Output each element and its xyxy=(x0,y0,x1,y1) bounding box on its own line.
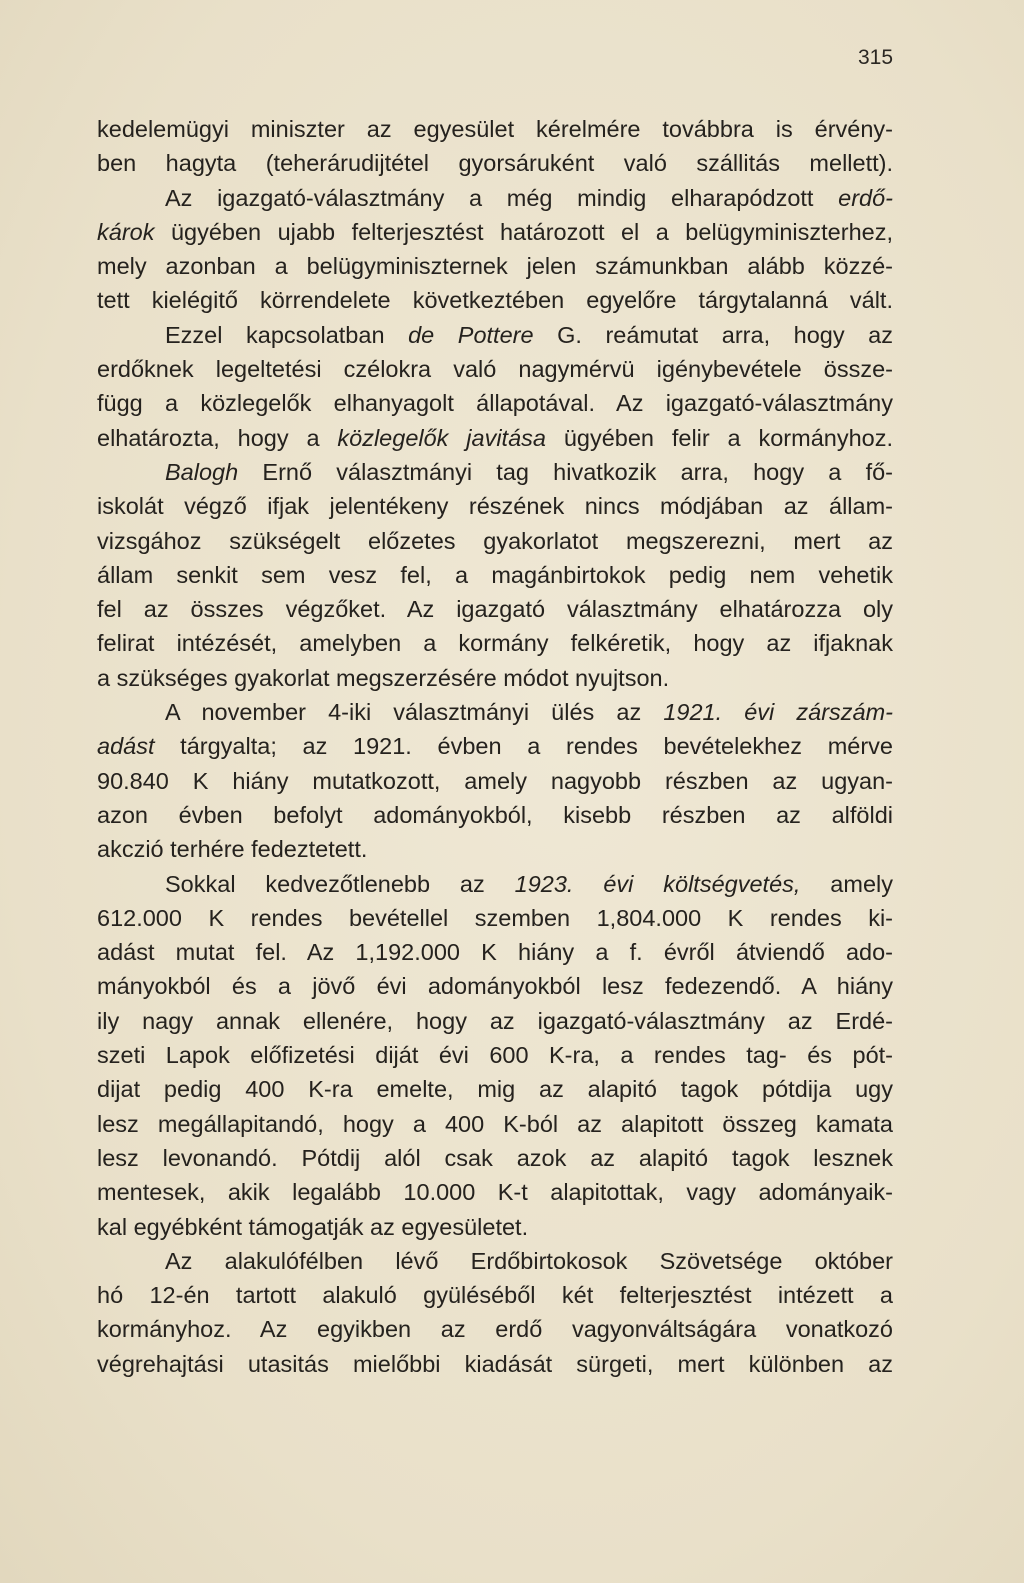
text-run: A november 4-iki választmányi ülés az xyxy=(165,699,664,726)
text-run: mentesek, akik legalább 10.000 K-t alapitottak, vagy adományaik- xyxy=(97,1179,893,1206)
text-run: erdőknek legeltetési czélokra való nagymérvü igénybevétele össze- xyxy=(97,356,893,383)
text-line xyxy=(97,969,893,1003)
text-run: tett kielégitő körrendelete következtében egyelőre tárgytalanná vált. xyxy=(97,287,893,314)
text-run: Ezzel kapcsolatban xyxy=(165,321,409,348)
text-run: azon évben befolyt adományokból, kisebb részben az alföldi xyxy=(97,801,893,828)
text-run: mányokból és a jövő évi adományokból lesz fedezendő. A hiány xyxy=(97,973,893,1000)
italic-text: adást xyxy=(97,733,155,760)
text-line xyxy=(97,729,893,763)
text-line xyxy=(97,318,893,352)
italic-text: Balogh xyxy=(165,458,239,485)
text-line xyxy=(97,1072,893,1106)
text-line xyxy=(97,1312,893,1346)
text-line xyxy=(97,1038,893,1072)
text-run: Sokkal kedvezőtlenebb az xyxy=(165,870,515,897)
text-run: Az igazgató-választmány a még mindig elharapódzott xyxy=(165,184,839,211)
text-line xyxy=(97,626,893,660)
text-run: ügyében ujabb felterjesztést határozott el a belügyminiszterhez, xyxy=(154,218,893,245)
text-line xyxy=(97,901,893,935)
text-run: kal egyébként támogatják az egyesületet. xyxy=(97,1213,529,1240)
text-line xyxy=(97,1004,893,1038)
text-line xyxy=(97,798,893,832)
text-run: lesz megállapitandó, hogy a 400 K-ból az alapitott összeg kamata xyxy=(97,1110,893,1137)
text-line xyxy=(97,455,893,489)
text-line xyxy=(97,489,893,523)
page-number: 315 xyxy=(858,46,894,69)
italic-text: erdő- xyxy=(838,184,893,211)
text-line xyxy=(97,386,893,420)
text-line xyxy=(97,181,893,215)
text-run: iskolát végző ifjak jelentékeny részének nincs módjában az állam- xyxy=(97,493,893,520)
text-run: tárgyalta; az 1921. évben a rendes bevételekhez mérve xyxy=(154,733,893,760)
text-run: szeti Lapok előfizetési diját évi 600 K-ra, a rendes tag- és pót- xyxy=(97,1042,893,1069)
italic-text: de Pottere xyxy=(408,321,534,348)
text-line xyxy=(97,558,893,592)
text-line xyxy=(97,764,893,798)
text-run: lesz levonandó. Pótdij alól csak azok az alapitó tagok lesznek xyxy=(97,1144,893,1171)
text-run: 90.840 K hiány mutatkozott, amely nagyobb részben az ugyan- xyxy=(97,767,893,794)
text-run: mely azonban a belügyminiszternek jelen számunkban alább közzé- xyxy=(97,253,893,280)
text-run: ügyében felir a kormányhoz. xyxy=(545,424,893,451)
text-run: ben hagyta (teherárudijtétel gyorsáruként való szállitás mellett). xyxy=(97,150,893,177)
text-line xyxy=(97,1347,893,1381)
text-run: kormányhoz. Az egyikben az erdő vagyonváltságára vonatkozó xyxy=(97,1316,893,1343)
text-run: függ a közlegelők elhanyagolt állapotával. Az igazgató-választmány xyxy=(97,390,893,417)
text-line xyxy=(97,112,893,146)
text-run: akczió terhére fedeztetett. xyxy=(97,836,368,863)
text-line xyxy=(97,352,893,386)
text-run: Ernő választmányi tag hivatkozik arra, hogy a fő- xyxy=(238,458,893,485)
text-line xyxy=(97,1278,893,1312)
text-line xyxy=(97,661,893,695)
text-line xyxy=(97,283,893,317)
text-line xyxy=(97,1210,893,1244)
text-line xyxy=(97,421,893,455)
text-run: adást mutat fel. Az 1,192.000 K hiány a f. évről átviendő ado- xyxy=(97,939,893,966)
text-line xyxy=(97,867,893,901)
text-run: a szükséges gyakorlat megszerzésére módot nyujtson. xyxy=(97,664,670,691)
text-run: végrehajtási utasitás mielőbbi kiadását sürgeti, mert különben az xyxy=(97,1350,893,1377)
text-line xyxy=(97,1175,893,1209)
text-line xyxy=(97,832,893,866)
text-run: fel az összes végzőket. Az igazgató választmány elhatározza oly xyxy=(97,596,893,623)
text-run: dijat pedig 400 K-ra emelte, mig az alapitó tagok pótdija ugy xyxy=(97,1076,893,1103)
text-line xyxy=(97,1141,893,1175)
text-line xyxy=(97,935,893,969)
text-run: ily nagy annak ellenére, hogy az igazgató-választmány az Erdé- xyxy=(97,1007,893,1034)
text-run: hó 12-én tartott alakuló gyüléséből két felterjesztést intézett a xyxy=(97,1282,893,1309)
text-line xyxy=(97,249,893,283)
text-run: Az alakulófélben lévő Erdőbirtokosok Szövetsége október xyxy=(165,1247,893,1274)
italic-text: károk xyxy=(97,218,155,245)
italic-text: közlegelők javitása xyxy=(337,424,546,451)
text-line xyxy=(97,215,893,249)
text-run: vizsgához szükségelt előzetes gyakorlatot megszerezni, mert az xyxy=(97,527,893,554)
body-text xyxy=(97,112,893,1381)
text-run: kedelemügyi miniszter az egyesület kérelmére továbbra is érvény- xyxy=(97,116,893,142)
text-run: felirat intézését, amelyben a kormány felkéretik, hogy az ifjaknak xyxy=(97,630,893,657)
text-run: amely xyxy=(800,870,893,897)
text-line xyxy=(97,695,893,729)
italic-text: 1923. évi költségvetés, xyxy=(514,870,801,897)
text-line xyxy=(97,1107,893,1141)
text-run: 612.000 K rendes bevétellel szemben 1,804.000 K rendes ki- xyxy=(97,904,893,931)
italic-text: 1921. évi zárszám- xyxy=(663,699,893,726)
text-run: állam senkit sem vesz fel, a magánbirtokok pedig nem vehetik xyxy=(97,561,893,588)
text-run: G. reámutat arra, hogy az xyxy=(533,321,893,348)
text-run: elhatározta, hogy a xyxy=(97,424,338,451)
text-line xyxy=(97,146,893,180)
text-line xyxy=(97,1244,893,1278)
text-line xyxy=(97,592,893,626)
text-line xyxy=(97,524,893,558)
